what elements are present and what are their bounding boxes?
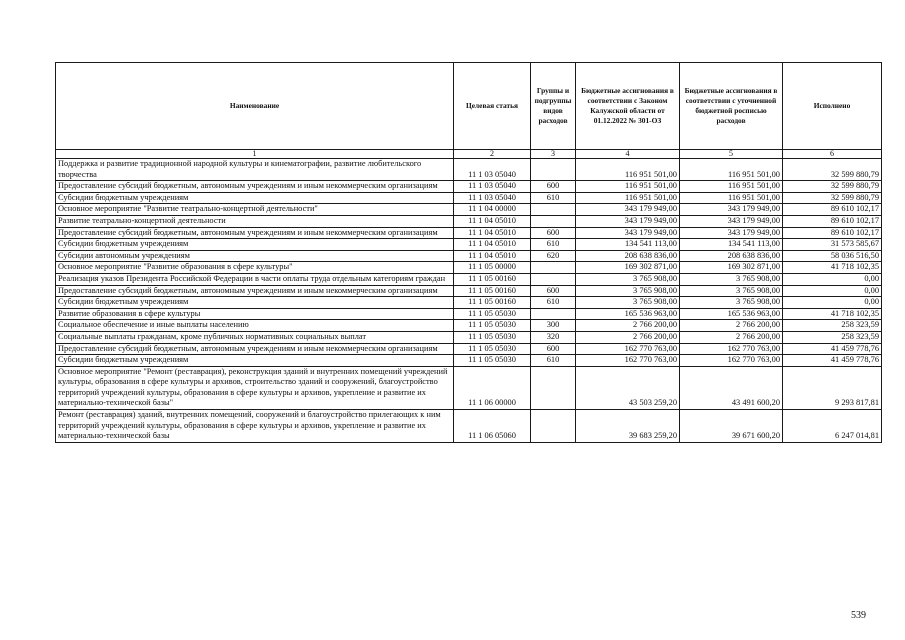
row-executed-amount: 32 599 880,79 (783, 181, 882, 193)
row-target-article: 11 1 04 05010 (454, 215, 531, 227)
row-expense-group: 600 (531, 181, 576, 193)
row-target-article: 11 1 04 05010 (454, 239, 531, 251)
row-law-amount: 162 770 763,00 (576, 355, 680, 367)
row-executed-amount: 41 459 778,76 (783, 343, 882, 355)
table-row (56, 331, 882, 343)
row-expense-group: 320 (531, 331, 576, 343)
row-executed-amount: 41 718 102,35 (783, 262, 882, 274)
row-target-article: 11 1 05 05030 (454, 343, 531, 355)
row-expense-group (531, 273, 576, 285)
row-target-article: 11 1 05 05030 (454, 320, 531, 332)
header-expense-groups: Группы и подгруппы видов расходов (531, 63, 576, 150)
row-target-article: 11 1 04 05010 (454, 227, 531, 239)
row-executed-amount: 32 599 880,79 (783, 192, 882, 204)
row-name: Реализация указов Президента Российской Федерации в части оплаты труда отдельным категориям граждан (56, 273, 454, 285)
header-executed: Исполнено (783, 63, 882, 150)
row-law-amount: 3 765 908,00 (576, 285, 680, 297)
table-row (56, 262, 882, 274)
table-header-row (56, 63, 882, 150)
row-name: Субсидии автономным учреждениям (56, 250, 454, 262)
row-executed-amount: 258 323,59 (783, 320, 882, 332)
row-target-article: 11 1 04 05010 (454, 250, 531, 262)
row-refined-amount: 3 765 908,00 (680, 285, 783, 297)
table-row (56, 239, 882, 251)
table-row (56, 297, 882, 309)
table-row (56, 250, 882, 262)
table-row (56, 204, 882, 216)
row-executed-amount: 6 247 014,81 (783, 410, 882, 443)
budget-table (55, 62, 882, 443)
row-refined-amount: 116 951 501,00 (680, 159, 783, 181)
row-law-amount: 343 179 949,00 (576, 215, 680, 227)
row-target-article: 11 1 03 05040 (454, 181, 531, 193)
header-name: Наименование (56, 63, 454, 150)
row-law-amount: 3 765 908,00 (576, 273, 680, 285)
row-refined-amount: 3 765 908,00 (680, 297, 783, 309)
row-target-article: 11 1 05 00160 (454, 285, 531, 297)
table-body (56, 159, 882, 443)
row-name: Основное мероприятие "Развитие театрально-концертной деятельности" (56, 204, 454, 216)
table-row (56, 320, 882, 332)
row-executed-amount: 89 610 102,17 (783, 204, 882, 216)
table-row (56, 410, 882, 443)
row-executed-amount: 58 036 516,50 (783, 250, 882, 262)
row-executed-amount: 31 573 585,67 (783, 239, 882, 251)
row-executed-amount: 41 459 778,76 (783, 355, 882, 367)
row-refined-amount: 3 765 908,00 (680, 273, 783, 285)
row-refined-amount: 165 536 963,00 (680, 308, 783, 320)
row-law-amount: 2 766 200,00 (576, 331, 680, 343)
row-refined-amount: 134 541 113,00 (680, 239, 783, 251)
row-law-amount: 343 179 949,00 (576, 204, 680, 216)
row-expense-group (531, 308, 576, 320)
column-number: 5 (680, 150, 783, 159)
row-law-amount: 343 179 949,00 (576, 227, 680, 239)
row-target-article: 11 1 05 00000 (454, 262, 531, 274)
row-expense-group: 610 (531, 297, 576, 309)
row-expense-group: 600 (531, 285, 576, 297)
row-target-article: 11 1 03 05040 (454, 159, 531, 181)
table-row (56, 355, 882, 367)
header-law-allocations: Бюджетные ассигнования в соответствии с Законом Калужской области от 01.12.2022 № 301-ОЗ (576, 63, 680, 150)
row-refined-amount: 2 766 200,00 (680, 331, 783, 343)
row-target-article: 11 1 06 00000 (454, 366, 531, 409)
row-name: Субсидии бюджетным учреждениям (56, 355, 454, 367)
row-refined-amount: 343 179 949,00 (680, 204, 783, 216)
row-name: Предоставление субсидий бюджетным, автономным учреждениям и иным некоммерческим организациям (56, 181, 454, 193)
table-row (56, 366, 882, 409)
table-row (56, 308, 882, 320)
row-refined-amount: 208 638 836,00 (680, 250, 783, 262)
row-target-article: 11 1 05 05030 (454, 355, 531, 367)
row-law-amount: 165 536 963,00 (576, 308, 680, 320)
row-target-article: 11 1 05 05030 (454, 308, 531, 320)
table-row (56, 159, 882, 181)
table-row (56, 273, 882, 285)
row-expense-group (531, 366, 576, 409)
row-executed-amount: 9 293 817,81 (783, 366, 882, 409)
header-refined-allocations: Бюджетные ассигнования в соответствии с уточненной бюджетной росписью расходов (680, 63, 783, 150)
row-executed-amount: 32 599 880,79 (783, 159, 882, 181)
column-number: 2 (454, 150, 531, 159)
row-expense-group (531, 215, 576, 227)
column-number: 3 (531, 150, 576, 159)
row-executed-amount: 0,00 (783, 273, 882, 285)
row-executed-amount: 89 610 102,17 (783, 215, 882, 227)
row-name: Предоставление субсидий бюджетным, автономным учреждениям и иным некоммерческим организациям (56, 285, 454, 297)
row-name: Предоставление субсидий бюджетным, автономным учреждениям и иным некоммерческим организациям (56, 343, 454, 355)
row-expense-group (531, 410, 576, 443)
row-refined-amount: 2 766 200,00 (680, 320, 783, 332)
row-law-amount: 116 951 501,00 (576, 159, 680, 181)
row-executed-amount: 41 718 102,35 (783, 308, 882, 320)
row-expense-group: 600 (531, 227, 576, 239)
row-target-article: 11 1 05 00160 (454, 273, 531, 285)
row-law-amount: 162 770 763,00 (576, 343, 680, 355)
row-target-article: 11 1 05 00160 (454, 297, 531, 309)
row-law-amount: 208 638 836,00 (576, 250, 680, 262)
page-number: 539 (851, 610, 866, 621)
row-expense-group: 610 (531, 355, 576, 367)
row-expense-group: 600 (531, 343, 576, 355)
row-refined-amount: 162 770 763,00 (680, 343, 783, 355)
row-target-article: 11 1 05 05030 (454, 331, 531, 343)
row-law-amount: 116 951 501,00 (576, 181, 680, 193)
row-refined-amount: 116 951 501,00 (680, 181, 783, 193)
row-expense-group (531, 204, 576, 216)
row-law-amount: 116 951 501,00 (576, 192, 680, 204)
row-refined-amount: 343 179 949,00 (680, 227, 783, 239)
row-name: Основное мероприятие "Развитие образования в сфере культуры" (56, 262, 454, 274)
row-law-amount: 169 302 871,00 (576, 262, 680, 274)
row-refined-amount: 162 770 763,00 (680, 355, 783, 367)
row-name: Основное мероприятие "Ремонт (реставрация), реконструкция зданий и внутренних помещений учреждений культуры, образования в сфере культуры и архивов, строительство зданий и сооружений, благоустройство территорий учреждений культуры, образования в сфере культуры и архивов, укрепление и развитие их материально-технической базы" (56, 366, 454, 409)
row-law-amount: 2 766 200,00 (576, 320, 680, 332)
row-target-article: 11 1 04 00000 (454, 204, 531, 216)
row-refined-amount: 116 951 501,00 (680, 192, 783, 204)
row-name: Субсидии бюджетным учреждениям (56, 192, 454, 204)
row-target-article: 11 1 03 05040 (454, 192, 531, 204)
row-expense-group: 300 (531, 320, 576, 332)
row-name: Субсидии бюджетным учреждениям (56, 239, 454, 251)
table-row (56, 285, 882, 297)
header-target-article: Целевая статья (454, 63, 531, 150)
row-law-amount: 134 541 113,00 (576, 239, 680, 251)
row-expense-group: 620 (531, 250, 576, 262)
row-name: Социальные выплаты гражданам, кроме публичных нормативных социальных выплат (56, 331, 454, 343)
row-expense-group (531, 262, 576, 274)
row-executed-amount: 89 610 102,17 (783, 227, 882, 239)
row-name: Развитие театрально-концертной деятельности (56, 215, 454, 227)
column-number: 4 (576, 150, 680, 159)
row-refined-amount: 43 491 600,20 (680, 366, 783, 409)
table-row (56, 343, 882, 355)
row-executed-amount: 0,00 (783, 285, 882, 297)
row-name: Ремонт (реставрация) зданий, внутренних помещений, сооружений и благоустройство прилегающих к ним территорий учреждений культуры, образования в сфере культуры и архивов, укрепление и развитие их материально-технической базы (56, 410, 454, 443)
table-row (56, 181, 882, 193)
column-number-row (56, 150, 882, 159)
row-expense-group: 610 (531, 192, 576, 204)
table-row (56, 215, 882, 227)
row-executed-amount: 0,00 (783, 297, 882, 309)
column-number: 1 (56, 150, 454, 159)
row-refined-amount: 169 302 871,00 (680, 262, 783, 274)
row-law-amount: 39 683 259,20 (576, 410, 680, 443)
column-number: 6 (783, 150, 882, 159)
row-target-article: 11 1 06 05060 (454, 410, 531, 443)
row-refined-amount: 343 179 949,00 (680, 215, 783, 227)
table-row (56, 192, 882, 204)
row-name: Развитие образования в сфере культуры (56, 308, 454, 320)
row-law-amount: 43 503 259,20 (576, 366, 680, 409)
row-name: Социальное обеспечение и иные выплаты населению (56, 320, 454, 332)
row-executed-amount: 258 323,59 (783, 331, 882, 343)
row-name: Поддержка и развитие традиционной народной культуры и кинематографии, развитие любительского творчества (56, 159, 454, 181)
table-row (56, 227, 882, 239)
row-expense-group: 610 (531, 239, 576, 251)
row-name: Предоставление субсидий бюджетным, автономным учреждениям и иным некоммерческим организациям (56, 227, 454, 239)
row-expense-group (531, 159, 576, 181)
row-law-amount: 3 765 908,00 (576, 297, 680, 309)
row-name: Субсидии бюджетным учреждениям (56, 297, 454, 309)
row-refined-amount: 39 671 600,20 (680, 410, 783, 443)
